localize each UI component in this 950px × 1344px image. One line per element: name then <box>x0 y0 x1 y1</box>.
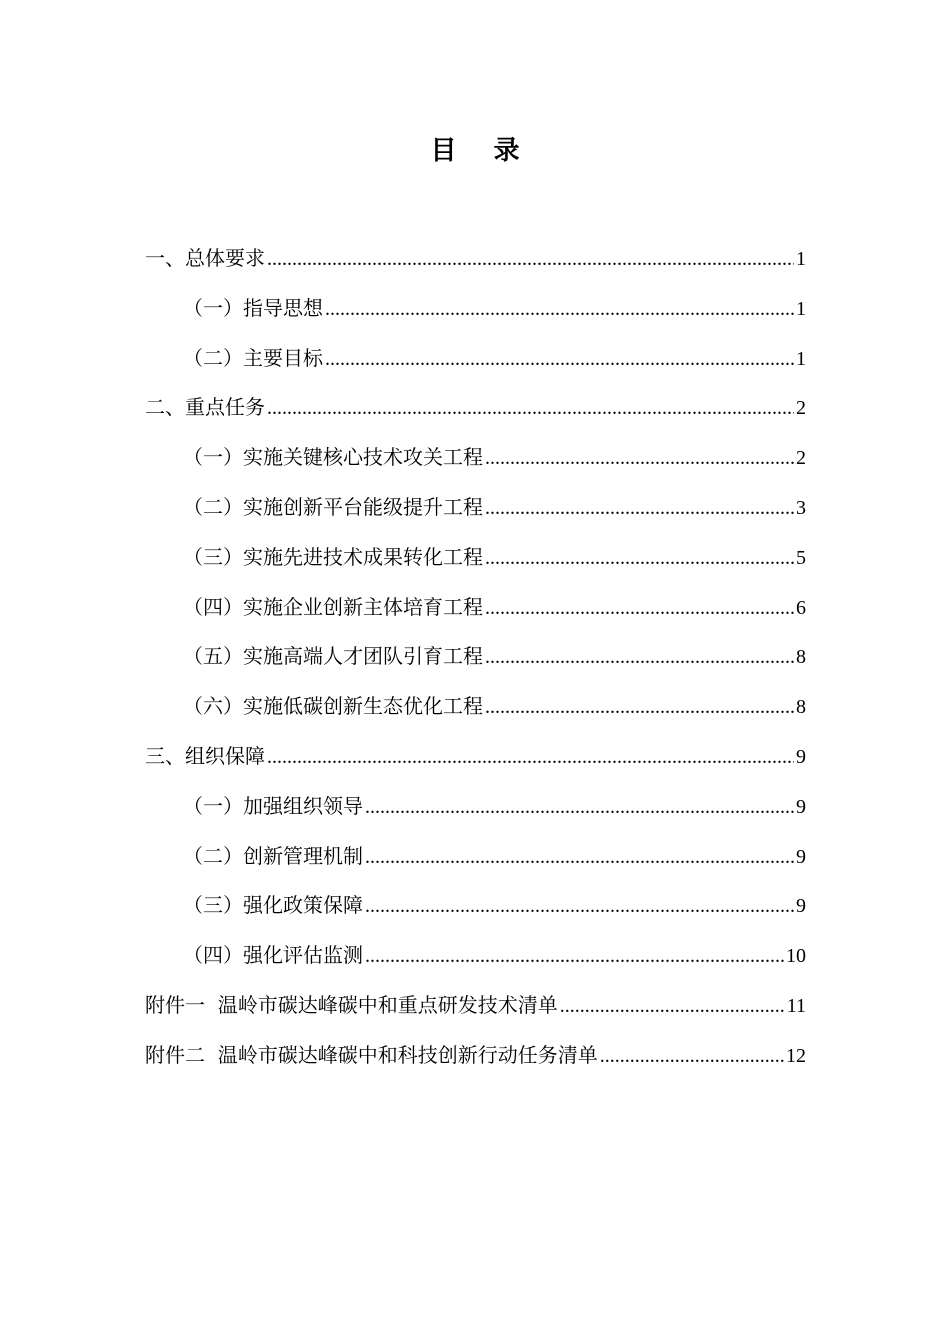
toc-entry-key-tasks[interactable] <box>145 389 806 439</box>
toc-entry-leadership[interactable] <box>145 788 806 838</box>
toc-entry-label: 附件一 温岭市碳达峰碳中和重点研发技术清单 <box>145 992 558 1017</box>
toc-entry-label: （二）实施创新平台能级提升工程 <box>183 494 483 519</box>
dot-leader <box>325 341 794 377</box>
toc-page-number: 1 <box>796 297 806 320</box>
toc-entry-label: （四）实施企业创新主体培育工程 <box>183 594 483 619</box>
toc-entry-policy-support[interactable] <box>145 887 806 937</box>
toc-entry-organizational-support[interactable] <box>145 738 806 788</box>
toc-entry-label: （二）主要目标 <box>183 345 323 370</box>
dot-leader <box>485 689 794 725</box>
toc-page-number: 9 <box>796 745 806 768</box>
dot-leader <box>560 988 785 1024</box>
toc-entry-label: 二、重点任务 <box>145 395 265 420</box>
toc-entry-appendix-2[interactable] <box>145 1037 806 1087</box>
toc-page-number: 6 <box>796 596 806 619</box>
dot-leader <box>485 490 794 526</box>
dot-leader <box>600 1038 784 1074</box>
toc-entry-innovation-platform[interactable] <box>145 489 806 539</box>
dot-leader <box>365 938 784 974</box>
toc-entry-tech-transfer[interactable] <box>145 539 806 589</box>
toc-entry-label: 一、总体要求 <box>145 246 265 270</box>
toc-entry-appendix-1[interactable] <box>145 987 806 1037</box>
toc-entry-label: （一）实施关键核心技术攻关工程 <box>183 445 483 470</box>
toc-entry-core-tech[interactable] <box>145 439 806 489</box>
toc-entry-label: （五）实施高端人才团队引育工程 <box>183 644 483 669</box>
toc-entry-evaluation-monitoring[interactable] <box>145 937 806 987</box>
toc-entry-label: （三）强化政策保障 <box>183 893 363 918</box>
toc-entry-label: （三）实施先进技术成果转化工程 <box>183 544 483 569</box>
dot-leader <box>485 540 794 576</box>
toc-page-number: 2 <box>796 397 806 420</box>
dot-leader <box>485 440 794 476</box>
toc-entry-label: （四）强化评估监测 <box>183 943 363 968</box>
dot-leader <box>365 888 794 924</box>
toc-entry-label: （六）实施低碳创新生态优化工程 <box>183 694 483 719</box>
toc-page-number: 3 <box>796 496 806 519</box>
toc-page-number: 1 <box>796 347 806 370</box>
table-of-contents <box>145 240 806 1087</box>
dot-leader <box>267 390 794 426</box>
toc-page-number: 9 <box>796 795 806 818</box>
toc-entry-enterprise-cultivation[interactable] <box>145 589 806 639</box>
page-title: 目 录 <box>430 136 534 166</box>
toc-entry-talent-teams[interactable] <box>145 638 806 688</box>
toc-page-number: 10 <box>786 945 806 968</box>
toc-page-number: 9 <box>796 895 806 918</box>
toc-page-number: 12 <box>786 1044 806 1067</box>
toc-entry-label: （二）创新管理机制 <box>183 843 363 868</box>
toc-entry-guiding-ideology[interactable] <box>145 290 806 340</box>
toc-entry-management-mechanism[interactable] <box>145 838 806 888</box>
dot-leader <box>365 839 794 875</box>
toc-page-number: 1 <box>796 248 806 270</box>
toc-page-number: 5 <box>796 546 806 569</box>
toc-entry-label: （一）指导思想 <box>183 295 323 320</box>
toc-entry-label: 附件二 温岭市碳达峰碳中和科技创新行动任务清单 <box>145 1042 598 1067</box>
toc-entry-ecosystem[interactable] <box>145 688 806 738</box>
toc-page-number: 8 <box>796 646 806 669</box>
toc-page-number: 2 <box>796 447 806 470</box>
dot-leader <box>485 639 794 675</box>
dot-leader <box>267 241 794 277</box>
dot-leader <box>485 590 794 626</box>
toc-page-number: 8 <box>796 696 806 719</box>
toc-entry-label: （一）加强组织领导 <box>183 793 363 818</box>
toc-entry-main-goals[interactable] <box>145 340 806 390</box>
toc-entry-label: 三、组织保障 <box>145 743 265 768</box>
dot-leader <box>267 739 794 775</box>
toc-entry-general-requirements[interactable] <box>145 240 806 290</box>
dot-leader <box>365 789 794 825</box>
dot-leader <box>325 291 794 327</box>
toc-page-number: 11 <box>786 994 806 1017</box>
toc-page-number: 9 <box>796 845 806 868</box>
